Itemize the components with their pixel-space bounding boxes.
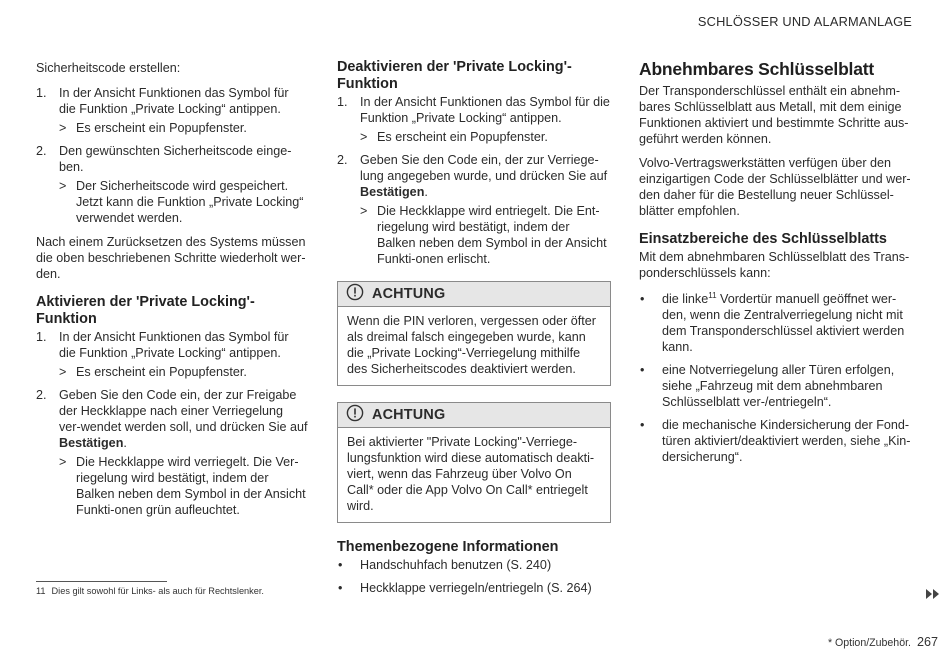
list-item xyxy=(639,417,911,465)
result-text: Die Heckklappe wird verriegelt. Die Ver-riegelung wird bestätigt, indem der Balken neben dem Symbol in der Ansicht Funkti-onen grün aufleuchtet. xyxy=(76,455,306,517)
warning-box xyxy=(337,281,611,386)
list-item xyxy=(337,152,611,267)
step-number: 2. xyxy=(36,144,47,158)
deactivate-heading: Deaktivieren der 'Private Locking'-Funktion xyxy=(337,59,572,92)
bullet: • xyxy=(338,581,343,595)
step-number: 1. xyxy=(36,330,47,344)
activate-heading: Aktivieren der 'Private Locking'-Funktion xyxy=(36,294,255,327)
list-item xyxy=(639,291,911,355)
column-3 xyxy=(639,58,911,473)
warning-label: ACHTUNG xyxy=(372,286,446,302)
uses-list xyxy=(639,291,911,465)
deactivate-steps xyxy=(337,94,611,267)
item-text: die mechanische Kindersicherung der Fond-türen aktiviert/deaktiviert werden, siehe „Kin-dersicherung“. xyxy=(662,418,911,464)
step-result xyxy=(360,129,611,145)
item-text: eine Notverriegelung aller Türen erfolgen, siehe „Fahrzeug mit dem abnehmbaren Schlüsselblatt ver-/entriegeln“. xyxy=(662,363,895,409)
uses-intro: Mit dem abnehmbaren Schlüsselblatt des Trans-ponderschlüssels kann: xyxy=(639,250,910,280)
page-number: 267 xyxy=(916,635,938,649)
warning-circle-exclamation-icon xyxy=(346,404,364,426)
step-text: In der Ansicht Funktionen das Symbol für die Funktion „Private Locking“ antippen. xyxy=(360,95,610,125)
warning-label: ACHTUNG xyxy=(372,407,446,423)
result-text: Die Heckklappe wird entriegelt. Die Ent-riegelung wird bestätigt, indem der Balken neben dem Symbol in der Ansicht Funkti-onen erlischt. xyxy=(377,204,607,266)
paragraph: Volvo-Vertragswerkstätten verfügen über den einzigartigen Code der Schlüsselblätter und wer-den daher für die Bestellung neuer Schlüssel-blätter empfohlen. xyxy=(639,156,911,218)
related-link[interactable] xyxy=(337,580,611,596)
lead-text: Der Transponderschlüssel enthält ein abnehm-bares Schlüsselblatt aus Metall, mit dem einige Funktionen aktiviert und bestimmte Schritte aus-geführt werden können. xyxy=(639,84,909,146)
column-1 xyxy=(36,58,308,526)
step-result xyxy=(59,364,308,380)
list-item xyxy=(36,143,308,226)
warning-header xyxy=(338,403,610,428)
step-result xyxy=(59,454,308,518)
section-title: SCHLÖSSER UND ALARMANLAGE xyxy=(697,14,912,29)
list-item xyxy=(36,387,308,518)
step-number: 1. xyxy=(337,95,348,109)
related-link[interactable] xyxy=(337,557,611,573)
list-item xyxy=(639,362,911,410)
step-text: Geben Sie den Code ein, der zur Verriege-lung angegeben wurde, und drücken Sie auf xyxy=(360,153,608,183)
footnote-divider xyxy=(36,581,167,582)
related-links xyxy=(337,557,611,596)
footnote-text: Dies gilt sowohl für Links- als auch für Rechtslenker. xyxy=(51,586,264,596)
result-text: Der Sicherheitscode wird gespeichert. Jetzt kann die Funktion „Private Locking“ verwendet werden. xyxy=(76,179,304,225)
option-note: * Option/Zubehör. xyxy=(827,637,911,649)
related-link-text[interactable]: Handschuhfach benutzen (S. 240) xyxy=(360,558,552,572)
intro-text: Sicherheitscode erstellen: xyxy=(36,61,181,75)
uses-heading: Einsatzbereiche des Schlüsselblatts xyxy=(639,231,887,247)
item-text: die linke xyxy=(662,292,709,306)
step-number: 2. xyxy=(337,153,348,167)
result-marker: > xyxy=(360,130,368,144)
create-code-steps xyxy=(36,85,308,226)
warning-text: Bei aktivierter "Private Locking"-Verriege-lungsfunktion wird diese automatisch deakti-viert, wenn das Fahrzeug über Volvo On Call* oder die App Volvo On Call* entriegelt wird. xyxy=(347,435,595,513)
step-number: 2. xyxy=(36,388,47,402)
step-text-end: . xyxy=(123,436,127,450)
step-text: In der Ansicht Funktionen das Symbol für die Funktion „Private Locking“ antippen. xyxy=(59,86,289,116)
result-marker: > xyxy=(360,204,368,218)
page-footer xyxy=(828,634,938,651)
step-result xyxy=(59,120,308,136)
list-item xyxy=(36,329,308,380)
list-item xyxy=(36,85,308,136)
step-text: Geben Sie den Code ein, der zur Freigabe der Heckklappe nach einer Verriegelung ver-wendet werden soll, und drücken Sie auf xyxy=(59,388,308,434)
warning-box xyxy=(337,402,611,523)
result-text: Es erscheint ein Popupfenster. xyxy=(76,121,247,135)
warning-circle-exclamation-icon xyxy=(346,283,364,305)
warning-header xyxy=(338,282,610,307)
bullet: • xyxy=(640,292,645,306)
step-text-end: . xyxy=(424,185,428,199)
item-text: Vordertür manuell geöffnet wer-den, wenn die Zentralverriegelung nicht mit dem Transponderschlüssel aktiviert werden kann. xyxy=(662,292,905,354)
result-text: Es erscheint ein Popupfenster. xyxy=(76,365,247,379)
step-result xyxy=(59,178,308,226)
related-heading: Themenbezogene Informationen xyxy=(337,539,559,555)
page-title: Abnehmbares Schlüsselblatt xyxy=(639,59,875,79)
bullet: • xyxy=(640,418,645,432)
step-text: In der Ansicht Funktionen das Symbol für die Funktion „Private Locking“ antippen. xyxy=(59,330,289,360)
step-result xyxy=(360,203,611,267)
confirm-label: Bestätigen xyxy=(360,185,425,199)
confirm-label: Bestätigen xyxy=(59,436,124,450)
bullet: • xyxy=(640,363,645,377)
result-marker: > xyxy=(59,179,67,193)
result-marker: > xyxy=(59,121,67,135)
result-text: Es erscheint ein Popupfenster. xyxy=(377,130,548,144)
result-marker: > xyxy=(59,365,67,379)
result-marker: > xyxy=(59,455,67,469)
related-link-text[interactable]: Heckklappe verriegeln/entriegeln (S. 264) xyxy=(360,581,592,595)
step-number: 1. xyxy=(36,86,47,100)
list-item xyxy=(337,94,611,145)
footnote xyxy=(36,585,264,597)
warning-text: Wenn die PIN verloren, vergessen oder öfter als dreimal falsch eingegeben wurde, kann die „Private Locking“-Verriegelung mithilfe des Sicherheitscodes deaktiviert werden. xyxy=(347,314,596,376)
step-text: Den gewünschten Sicherheitscode einge-ben. xyxy=(59,144,292,174)
footnote-ref[interactable]: 11 xyxy=(708,290,717,300)
column-2 xyxy=(337,58,611,604)
reset-note: Nach einem Zurücksetzen des Systems müssen die oben beschriebenen Schritte wiederholt wer-den. xyxy=(36,235,306,281)
double-arrow-right-icon[interactable] xyxy=(926,587,940,597)
bullet: • xyxy=(338,558,343,572)
activate-steps xyxy=(36,329,308,518)
footnote-number: 11 xyxy=(36,586,46,596)
